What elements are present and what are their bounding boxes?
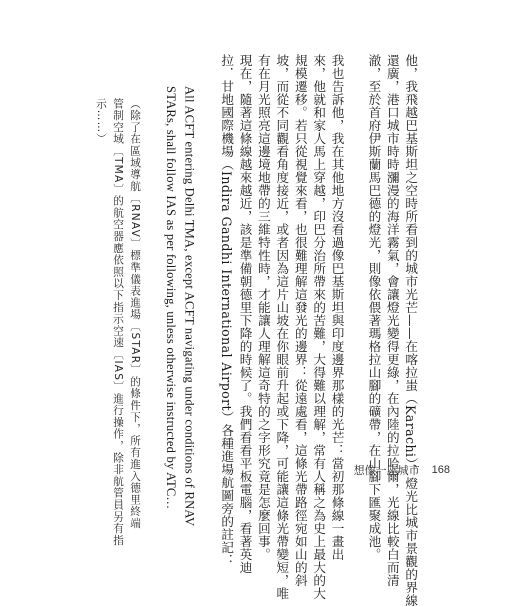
paragraph-border-lights	[217, 54, 346, 600]
text-column: 坡，而從不同觀看角度接近，或者因為這片山坡在你眼前升起或下降，可能讓這條光帶變短，唯	[274, 54, 290, 600]
quote-line: All ACFT entering Delhi TMA, except ACFT navigating under conditions of RNAV	[182, 86, 197, 527]
text-column: 還廣，港口城市時時瀰漫的海洋霧氣，會讓燈光變得更綠，在內陸的拉哈爾，光線比較白而清	[384, 54, 400, 587]
running-title: 想像一座城市	[353, 464, 420, 477]
page-number: 168	[431, 464, 450, 476]
block-quote-translation	[92, 54, 143, 547]
quote-line: 示……）	[95, 98, 108, 146]
quote-line: 管制空域〔TMA〕的航空器應依照以下指示空速〔IAS〕進行操作，除非航管員另有指	[112, 98, 125, 547]
page-footer	[354, 462, 450, 478]
text-column: 拉．甘地國際機場（Indira Gandhi International Airport）各種進場航圖旁的註記：	[219, 54, 235, 568]
text-column: 規模遷移。若只從視覺來看，也很難理解這發光的邊界：從遠處看，這條光帶路徑宛如山的斜	[292, 54, 308, 587]
quote-line: （除了在區域導航〔RNAV〕標準儀表進場〔STAR〕的條件下，所有進入德里終端	[129, 98, 142, 530]
text-column: 現在，隨著這條線越來越近，該是準備朝德里下降的時候了。我們看看平板電腦，看著英迪	[237, 54, 253, 574]
text-column: 有在月光照亮這邊境地帶的三維特性時，才能讓人理解這奇特的之字形究竟是怎麼回事。	[255, 54, 271, 561]
text-column: 我也告訴他，我在其他地方沒看過像巴基斯坦與印度邊界那樣的光芒：當初那條線一畫出	[329, 54, 345, 561]
text-column: 他，我飛越巴基斯坦之空時所看到的城市光芒——在喀拉蚩（Karachi）、燈光比城市景觀的界線	[403, 54, 419, 607]
text-column: 來，他就和家人馬上穿越，印巴分治所帶來的苦難，大得難以理解，常有人稱之為史上最大的大	[311, 54, 327, 600]
block-quote-english	[162, 54, 199, 527]
quote-line: STARs, shall follow IAS as per following, unless otherwise instructed by ATC…	[163, 86, 178, 510]
text-column: 澈，至於首府伊斯蘭馬巴德的燈光，則像依偎著瑪格拉山腳的礦帶，在山腳下匯聚成池。	[366, 54, 382, 561]
